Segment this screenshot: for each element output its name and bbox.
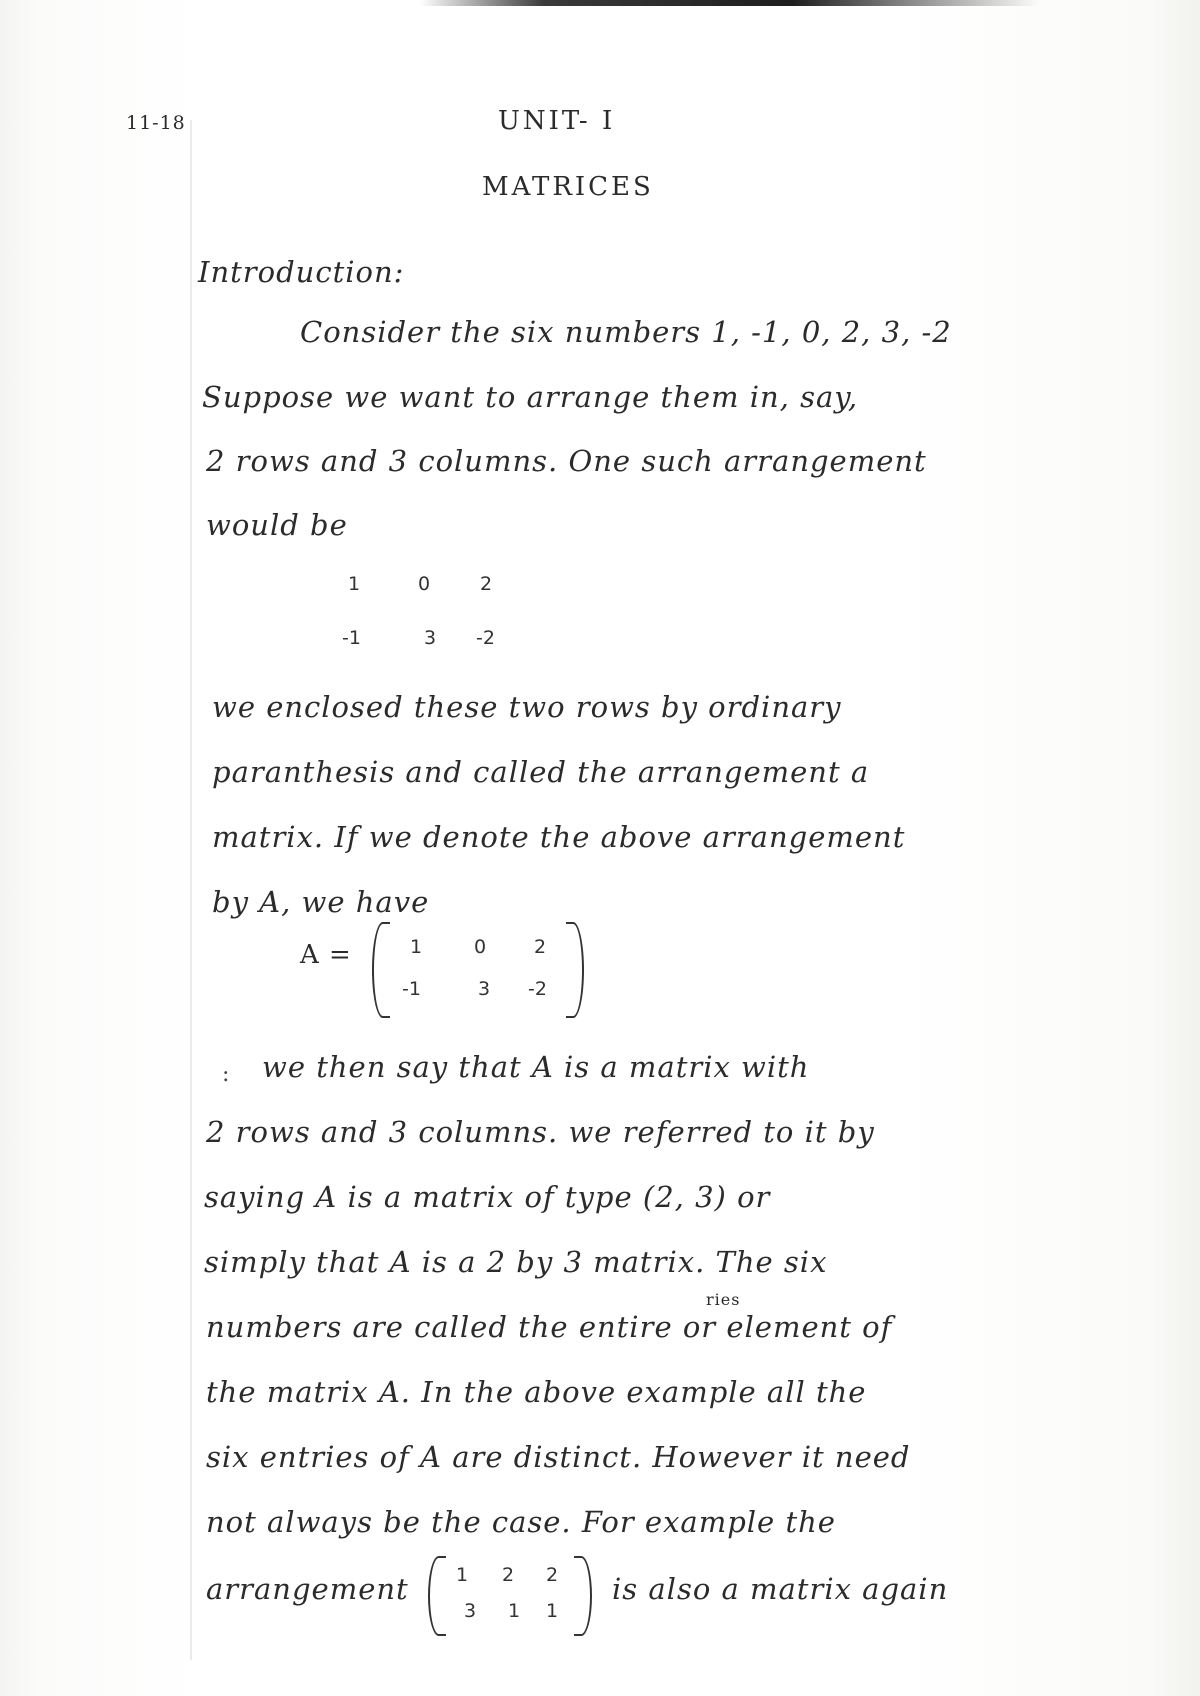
text-line-5: we enclosed these two rows by ordinary	[212, 690, 842, 724]
right-paren	[574, 1556, 592, 1636]
text-line-18: is also a matrix again	[612, 1572, 949, 1606]
page-title: MATRICES	[482, 172, 654, 202]
matrix-b	[428, 1556, 592, 1632]
text-line-16: not always be the case. For example the	[206, 1505, 836, 1539]
right-paren	[566, 922, 584, 1018]
arrangement-cell: -2	[476, 627, 495, 649]
matrix-b-cell: 3	[464, 1600, 477, 1622]
text-line-13: numbers are called the entire or element of	[206, 1310, 893, 1344]
text-line-11: saying A is a matrix of type (2, 3) or	[204, 1180, 771, 1214]
text-line-6: paranthesis and called the arrangement a	[212, 755, 870, 789]
text-line-17: arrangement	[206, 1572, 409, 1606]
text-line-10: 2 rows and 3 columns. we referred to it by	[206, 1115, 875, 1149]
matrix-a-cell: -2	[528, 978, 547, 1000]
matrix-a-cell: 1	[410, 936, 423, 958]
left-paren	[372, 922, 390, 1018]
insertion-note: ries	[706, 1290, 741, 1309]
text-line-15: six entries of A are distinct. However it need	[206, 1440, 911, 1474]
text-line-7: matrix. If we denote the above arrangement	[212, 820, 906, 854]
left-paren	[428, 1556, 446, 1636]
matrix-a-cell: 2	[534, 936, 547, 958]
matrix-b-cell: 2	[502, 1564, 515, 1586]
page-number: 11-18	[126, 112, 186, 134]
unit-heading: UNIT- I	[498, 106, 616, 136]
text-line-1: Consider the six numbers 1, -1, 0, 2, 3, -2	[300, 315, 952, 349]
text-line-3: 2 rows and 3 columns. One such arrangement	[206, 444, 927, 478]
matrix-a-cell: -1	[402, 978, 421, 1000]
colon-mark: :	[222, 1062, 230, 1087]
matrix-a	[372, 922, 584, 1014]
text-line-2: Suppose we want to arrange them in, say,	[202, 380, 859, 414]
arrangement-cell: 3	[424, 627, 437, 649]
matrix-b-cell: 1	[508, 1600, 521, 1622]
margin-line	[190, 120, 192, 1660]
arrangement-cell: -1	[342, 627, 361, 649]
matrix-b-cell: 2	[546, 1564, 559, 1586]
matrix-a-cell: 3	[478, 978, 491, 1000]
matrix-b-cell: 1	[546, 1600, 559, 1622]
text-line-9: we then say that A is a matrix with	[262, 1050, 810, 1084]
section-heading: Introduction:	[198, 255, 405, 289]
arrangement-cell: 0	[418, 573, 431, 595]
text-line-4: would be	[206, 508, 348, 542]
scan-edge-band	[420, 0, 1040, 6]
arrangement-cell: 1	[348, 573, 361, 595]
text-line-8: by A, we have	[212, 885, 430, 919]
matrix-a-cell: 0	[474, 936, 487, 958]
arrangement-cell: 2	[480, 573, 493, 595]
text-line-12: simply that A is a 2 by 3 matrix. The six	[204, 1245, 828, 1279]
matrix-a-label: A =	[300, 940, 352, 970]
matrix-b-cell: 1	[456, 1564, 469, 1586]
text-line-14: the matrix A. In the above example all the	[206, 1375, 867, 1409]
